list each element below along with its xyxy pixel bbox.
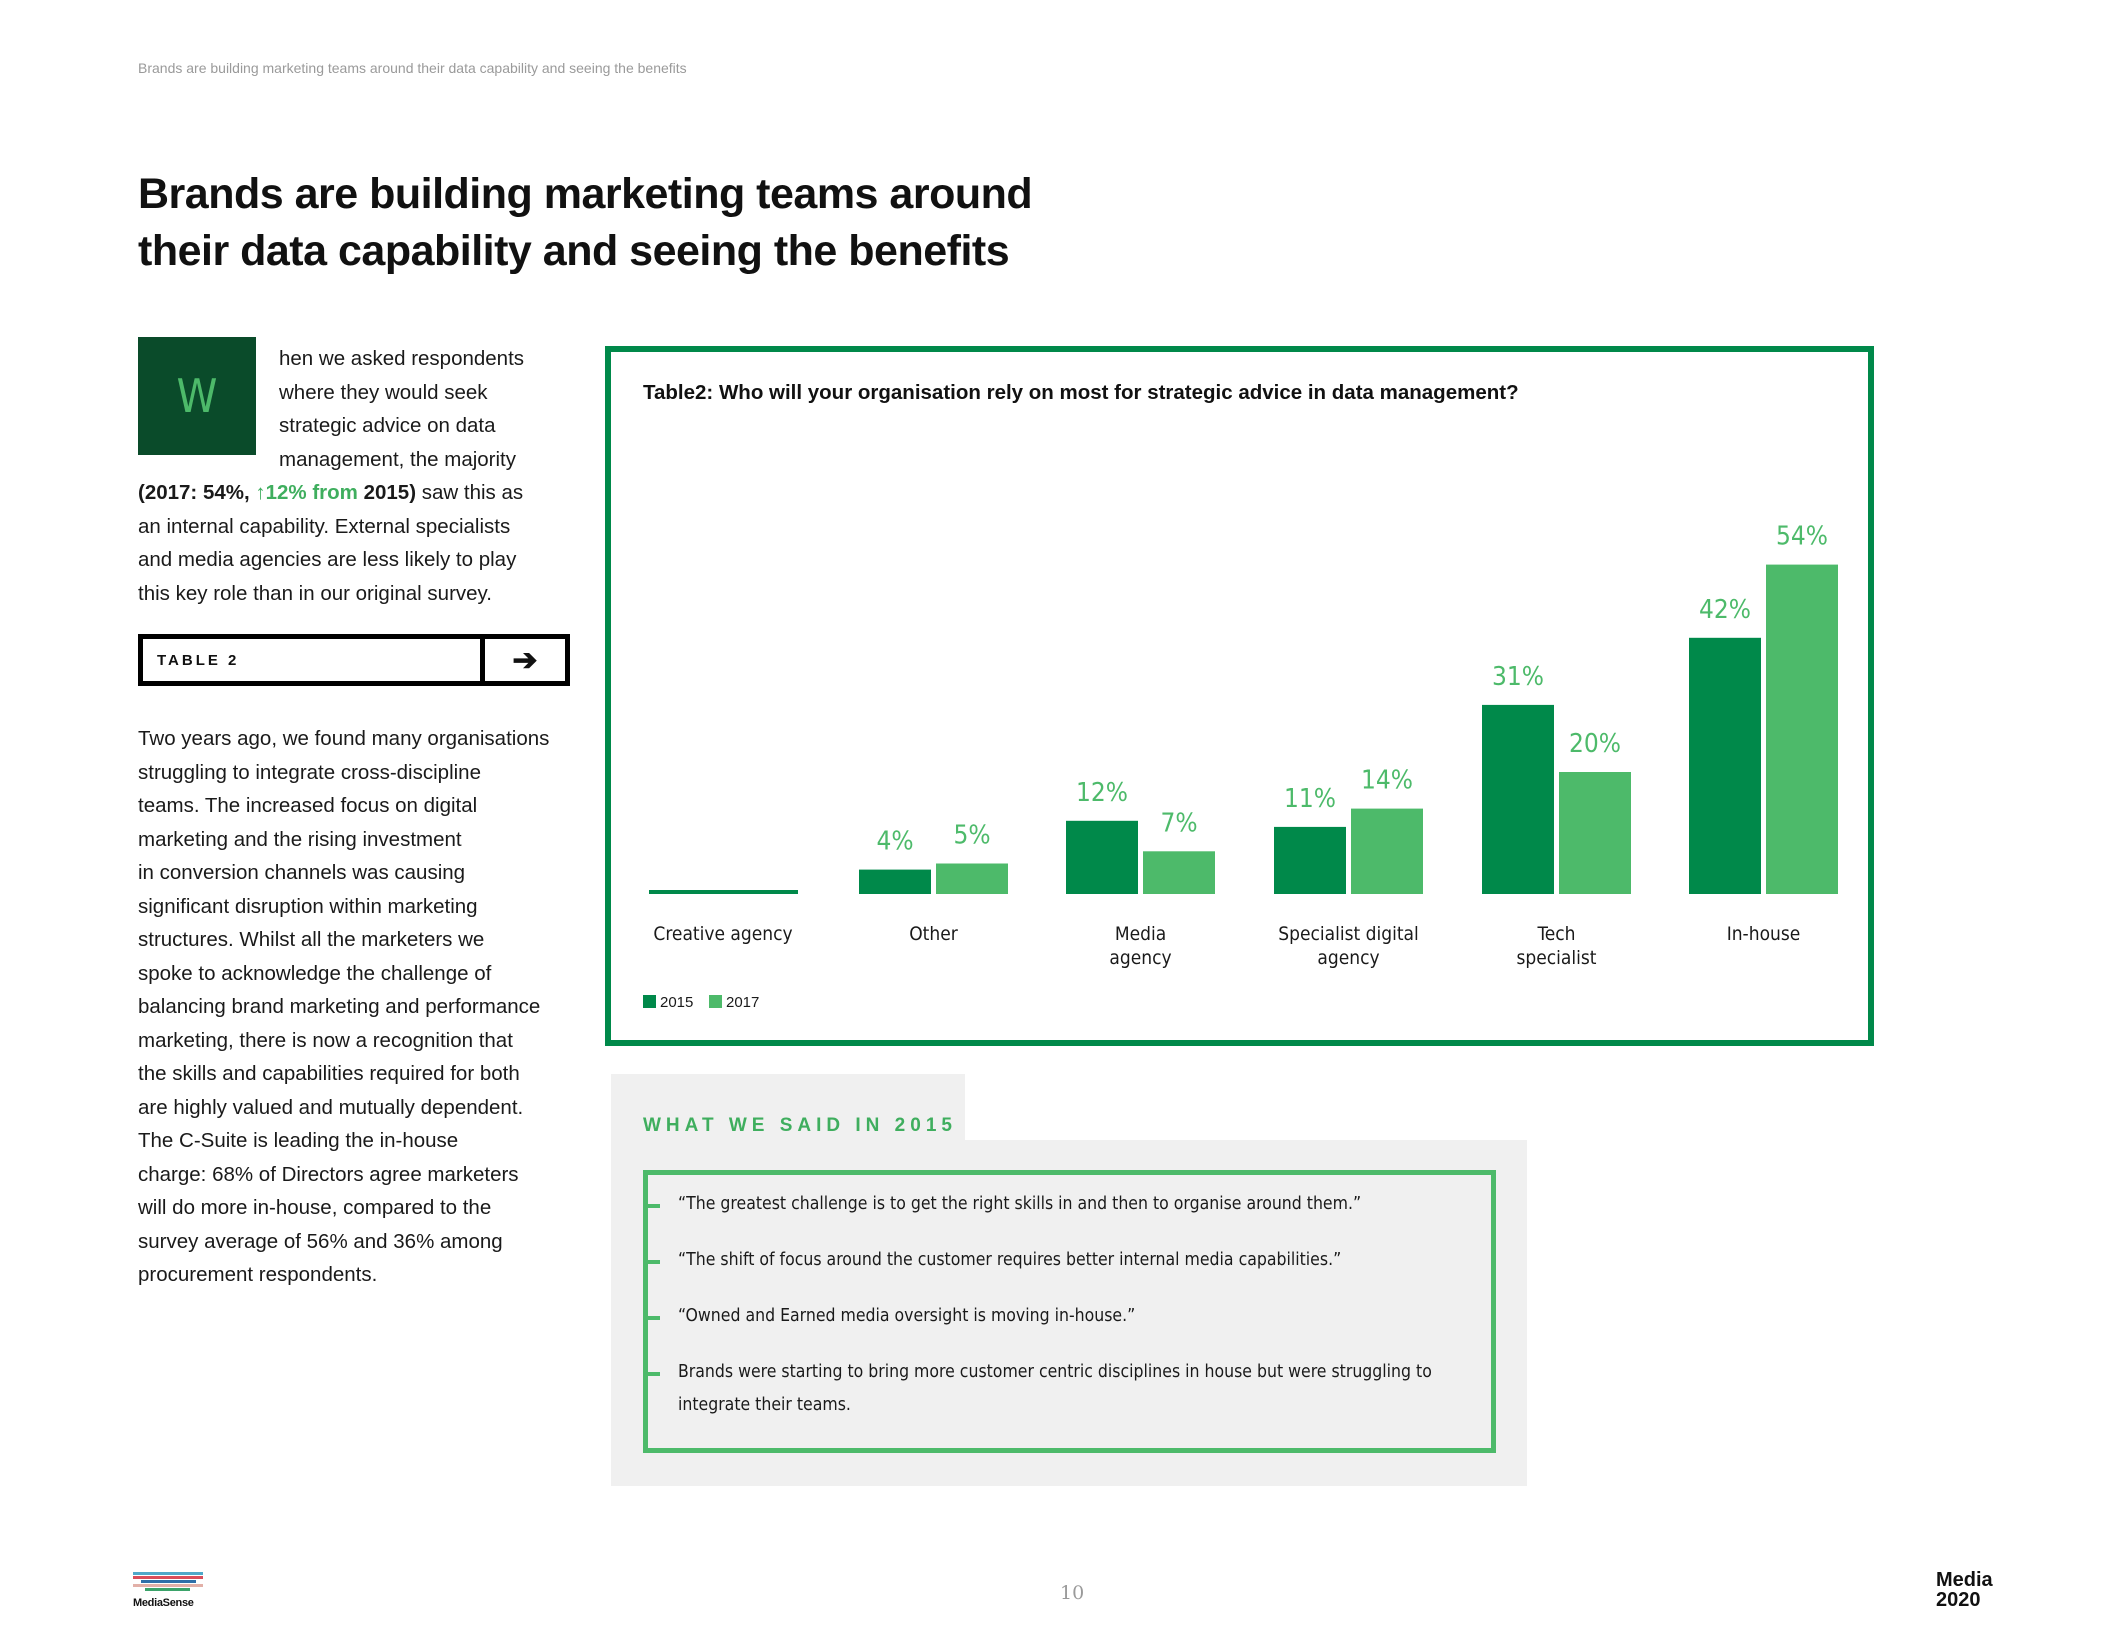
page-title-line-1: Brands are building marketing teams around (138, 170, 1033, 218)
intro-line: hen we asked respondents (279, 347, 525, 370)
quote-line: “The greatest challenge is to get the right skills in and then to organise around them.” (678, 1194, 1362, 1214)
data-label-2017: 20% (1569, 729, 1621, 759)
bar-2015 (1689, 638, 1761, 894)
media-2020-brand (1936, 1570, 1993, 1610)
quote-dash-icon (646, 1316, 660, 1320)
category-label: Creative agency (653, 923, 793, 945)
body-line: balancing brand marketing and performance (138, 995, 541, 1018)
stat-change: 12% from (265, 481, 358, 504)
quote-dash-icon (646, 1372, 660, 1376)
bar-2015 (859, 870, 931, 894)
category-label: agency (1109, 947, 1172, 969)
body-line: charge: 68% of Directors agree marketers (138, 1162, 519, 1186)
body-line: in conversion channels was causing (138, 861, 466, 884)
body-line: The C-Suite is leading the in-house (138, 1129, 459, 1152)
data-label-2017: 7% (1160, 808, 1198, 839)
body-line: procurement respondents. (138, 1263, 378, 1286)
brand-line-1: Media (1936, 1569, 1993, 1591)
table-2-link-button[interactable] (138, 634, 570, 686)
body-line: spoke to acknowledge the challenge of (138, 961, 492, 985)
intro-paragraph-top (279, 342, 579, 476)
bar-2015 (1482, 705, 1554, 894)
legend-swatch-2015 (643, 995, 656, 1008)
arrow-right-icon: ➔ (480, 639, 565, 681)
chart-title: Table2: Who will your organisation rely on most for strategic advice in data management? (643, 381, 1519, 404)
category-label: agency (1317, 947, 1380, 969)
mediasense-logo-icon (133, 1572, 203, 1592)
data-label-2017: 14% (1361, 765, 1413, 796)
body-line: will do more in-house, compared to the (138, 1196, 492, 1219)
quote-dash-icon (646, 1204, 660, 1208)
body-line: Two years ago, we found many organisations (138, 727, 550, 750)
quote-line: “Owned and Earned media oversight is moving in-house.” (678, 1306, 1136, 1326)
stat-rest: saw this as (416, 481, 524, 504)
legend-swatch-2017 (709, 995, 722, 1008)
legend-label-2015: 2015 (660, 994, 694, 1011)
running-header: Brands are building marketing teams around their data capability and seeing the benefits (138, 60, 687, 76)
bar-2017 (1351, 809, 1423, 894)
quote-line: integrate their teams. (678, 1395, 851, 1415)
bar-2017 (1766, 565, 1838, 894)
intro-line: and media agencies are less likely to play (138, 548, 517, 571)
data-label-2017: 54% (1776, 521, 1828, 552)
quote-line: Brands were starting to bring more customer centric disciplines in house but were struggling to (678, 1362, 1432, 1382)
data-label-2015: 11% (1284, 783, 1336, 814)
stat-year: 2015) (357, 481, 417, 504)
bar-2017 (936, 864, 1008, 895)
quote-dash-icon (646, 1260, 660, 1264)
bar-2017 (1559, 772, 1631, 894)
intro-line: where they would seek (279, 380, 488, 404)
body-paragraph-2 (138, 722, 608, 1292)
stat-open: (2017: 54%, (138, 481, 256, 504)
intro-line: strategic advice on data (279, 414, 496, 437)
page-title (138, 166, 1118, 280)
brand-line-2: 2020 (1936, 1589, 1981, 1611)
body-line: marketing, there is now a recognition that (138, 1028, 513, 1052)
body-line: significant disruption within marketing (138, 894, 478, 918)
bar-empty-baseline (649, 890, 798, 894)
body-line: teams. The increased focus on digital (138, 794, 478, 817)
data-label-2015: 31% (1492, 661, 1544, 692)
page-number: 10 (1060, 1582, 1085, 1604)
bar-chart (605, 346, 1874, 1046)
legend-label-2017: 2017 (726, 994, 760, 1011)
body-line: marketing and the rising investment (138, 827, 462, 851)
intro-line: this key role than in our original survey. (138, 581, 492, 605)
quote-item (678, 1244, 1341, 1277)
category-label: Tech (1537, 923, 1576, 945)
bar-2015 (1066, 821, 1138, 894)
quote-line: “The shift of focus around the customer requires better internal media capabilities.” (678, 1250, 1342, 1270)
data-label-2017: 5% (953, 820, 991, 851)
bar-2015 (1274, 827, 1346, 894)
category-label: In-house (1726, 923, 1801, 945)
page-title-line-2: their data capability and seeing the benefits (138, 227, 1010, 275)
intro-stat-line (138, 476, 588, 510)
intro-line: management, the majority (279, 447, 517, 471)
body-line: struggling to integrate cross-discipline (138, 760, 481, 784)
data-label-2015: 12% (1076, 777, 1128, 808)
intro-paragraph-bottom (138, 476, 588, 610)
category-label: Specialist digital (1278, 923, 1419, 945)
mediasense-logo-text: MediaSense (133, 1597, 194, 1609)
body-line: survey average of 56% and 36% among (138, 1229, 503, 1253)
body-line: structures. Whilst all the marketers we (138, 928, 485, 951)
quote-item (678, 1188, 1361, 1221)
quote-item (678, 1356, 1432, 1422)
category-label: Media (1114, 923, 1167, 945)
data-label-2015: 42% (1699, 594, 1751, 625)
table-2-label: TABLE 2 (157, 651, 240, 669)
drop-cap: W (138, 337, 256, 455)
category-label: Other (909, 923, 958, 945)
body-line: are highly valued and mutually dependent. (138, 1095, 524, 1119)
intro-line: an internal capability. External specialists (138, 514, 511, 538)
up-arrow-icon: ↑ (255, 481, 266, 504)
quote-item (678, 1300, 1135, 1333)
body-line: the skills and capabilities required for both (138, 1062, 520, 1085)
bar-2017 (1143, 851, 1215, 894)
category-label: specialist (1516, 947, 1597, 969)
data-label-2015: 4% (876, 826, 914, 857)
said-heading: WHAT WE SAID IN 2015 (643, 1115, 957, 1136)
